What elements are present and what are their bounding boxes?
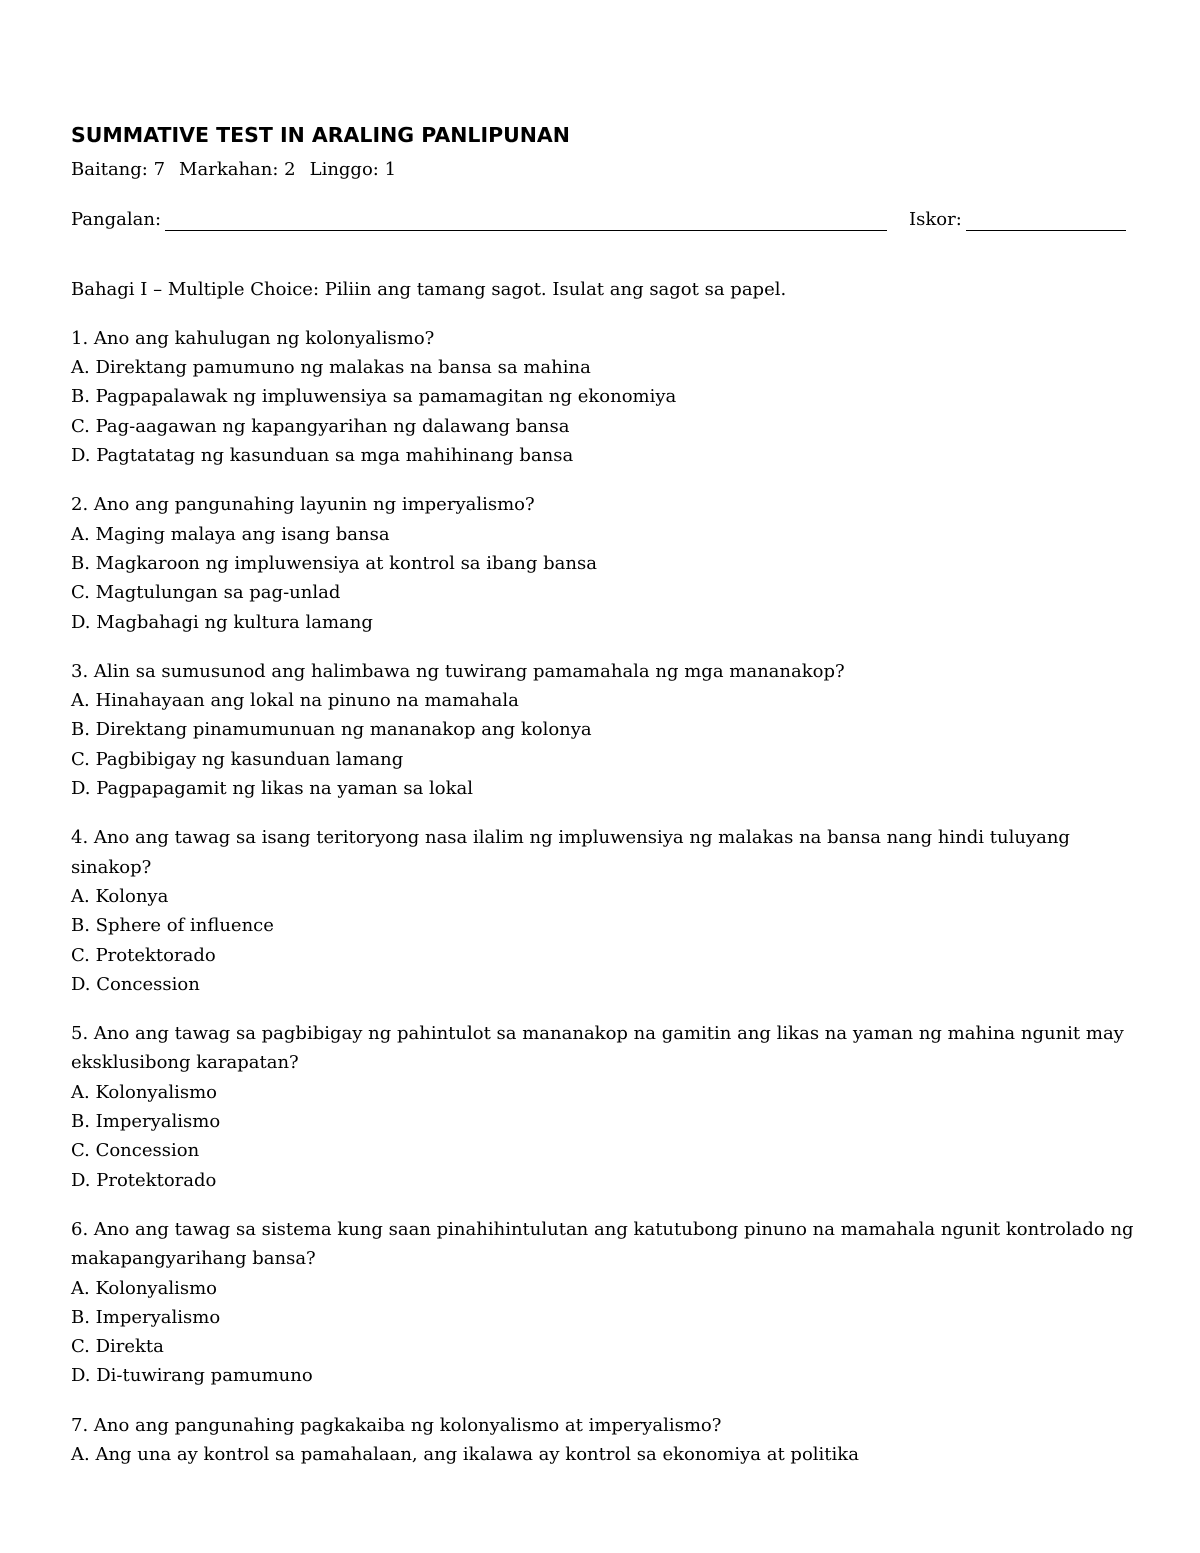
answer-choice: A. Kolonyalismo [71, 1081, 217, 1103]
question-text: 2. Ano ang pangunahing layunin ng imperyalismo? [71, 494, 535, 516]
answer-choice: A. Ang una ay kontrol sa pamahalaan, ang ikalawa ay kontrol sa ekonomiya at politika [71, 1443, 859, 1465]
grade-label: Baitang: 7 [71, 159, 166, 180]
answer-choice: C. Magtulungan sa pag-unlad [71, 582, 341, 604]
question-list [71, 324, 1141, 1469]
answer-choice: C. Pag-aagawan ng kapangyarihan ng dalawang bansa [71, 415, 570, 437]
question-text: 6. Ano ang tawag sa sistema kung saan pinahihintulutan ang katutubong pinuno na mamahala ngunit kontrolado ng makapangyarihang bansa? [71, 1218, 1134, 1270]
question-item [71, 1019, 1141, 1195]
week-label: Linggo: 1 [309, 159, 397, 180]
answer-choice: D. Concession [71, 973, 200, 995]
answer-choice: A. Kolonya [71, 885, 169, 907]
answer-choice: D. Pagpapagamit ng likas na yaman sa lokal [71, 778, 474, 800]
question-item [71, 657, 1141, 803]
answer-choice: A. Direktang pamumuno ng malakas na bansa sa mahina [71, 357, 591, 379]
answer-choice: B. Sphere of influence [71, 915, 274, 937]
score-label: Iskor: [909, 209, 962, 231]
test-page [71, 118, 1141, 1469]
name-label: Pangalan: [71, 209, 162, 231]
answer-choice: C. Pagbibigay ng kasunduan lamang [71, 748, 404, 770]
question-item [71, 490, 1141, 636]
answer-choice: B. Pagpapalawak ng impluwensiya sa pamamagitan ng ekonomiya [71, 386, 677, 408]
name-blank-line[interactable] [165, 208, 887, 231]
answer-choice: D. Di-tuwirang pamumuno [71, 1365, 313, 1387]
score-blank-line[interactable] [966, 208, 1126, 231]
name-score-row [71, 205, 1141, 234]
answer-choice: A. Hinahayaan ang lokal na pinuno na mamahala [71, 690, 519, 712]
quarter-label: Markahan: 2 [179, 159, 296, 180]
answer-choice: D. Pagtatatag ng kasunduan sa mga mahihinang bansa [71, 445, 574, 467]
question-item [71, 1411, 1141, 1470]
question-text: 4. Ano ang tawag sa isang teritoryong nasa ilalim ng impluwensiya ng malakas na bansa nang hindi tuluyang sinakop? [71, 827, 1070, 878]
question-item [71, 823, 1141, 999]
answer-choice: D. Protektorado [71, 1169, 217, 1191]
answer-choice: A. Kolonyalismo [71, 1277, 217, 1299]
question-item [71, 324, 1141, 470]
question-item [71, 1215, 1141, 1391]
question-text: 7. Ano ang pangunahing pagkakaiba ng kolonyalismo at imperyalismo? [71, 1414, 722, 1436]
question-text: 5. Ano ang tawag sa pagbibigay ng pahintulot sa mananakop na gamitin ang likas na yaman ng mahina ngunit may eksklusibong karapatan? [71, 1023, 1124, 1074]
question-text: 1. Ano ang kahulugan ng kolonyalismo? [71, 327, 435, 349]
answer-choice: C. Protektorado [71, 944, 216, 966]
question-text: 3. Alin sa sumusunod ang halimbawa ng tuwirang pamamahala ng mga mananakop? [71, 660, 845, 682]
answer-choice: B. Direktang pinamumunuan ng mananakop ang kolonya [71, 719, 592, 741]
answer-choice: B. Imperyalismo [71, 1111, 221, 1133]
test-meta [71, 155, 1141, 184]
instructions: Bahagi I – Multiple Choice: Piliin ang tamang sagot. Isulat ang sagot sa papel. [71, 278, 787, 300]
answer-choice: A. Maging malaya ang isang bansa [71, 523, 390, 545]
answer-choice: C. Direkta [71, 1336, 164, 1358]
answer-choice: C. Concession [71, 1140, 200, 1162]
answer-choice: B. Imperyalismo [71, 1306, 221, 1328]
page-title: SUMMATIVE TEST IN ARALING PANLIPUNAN [71, 123, 570, 147]
answer-choice: D. Magbahagi ng kultura lamang [71, 611, 373, 633]
answer-choice: B. Magkaroon ng impluwensiya at kontrol sa ibang bansa [71, 552, 597, 574]
